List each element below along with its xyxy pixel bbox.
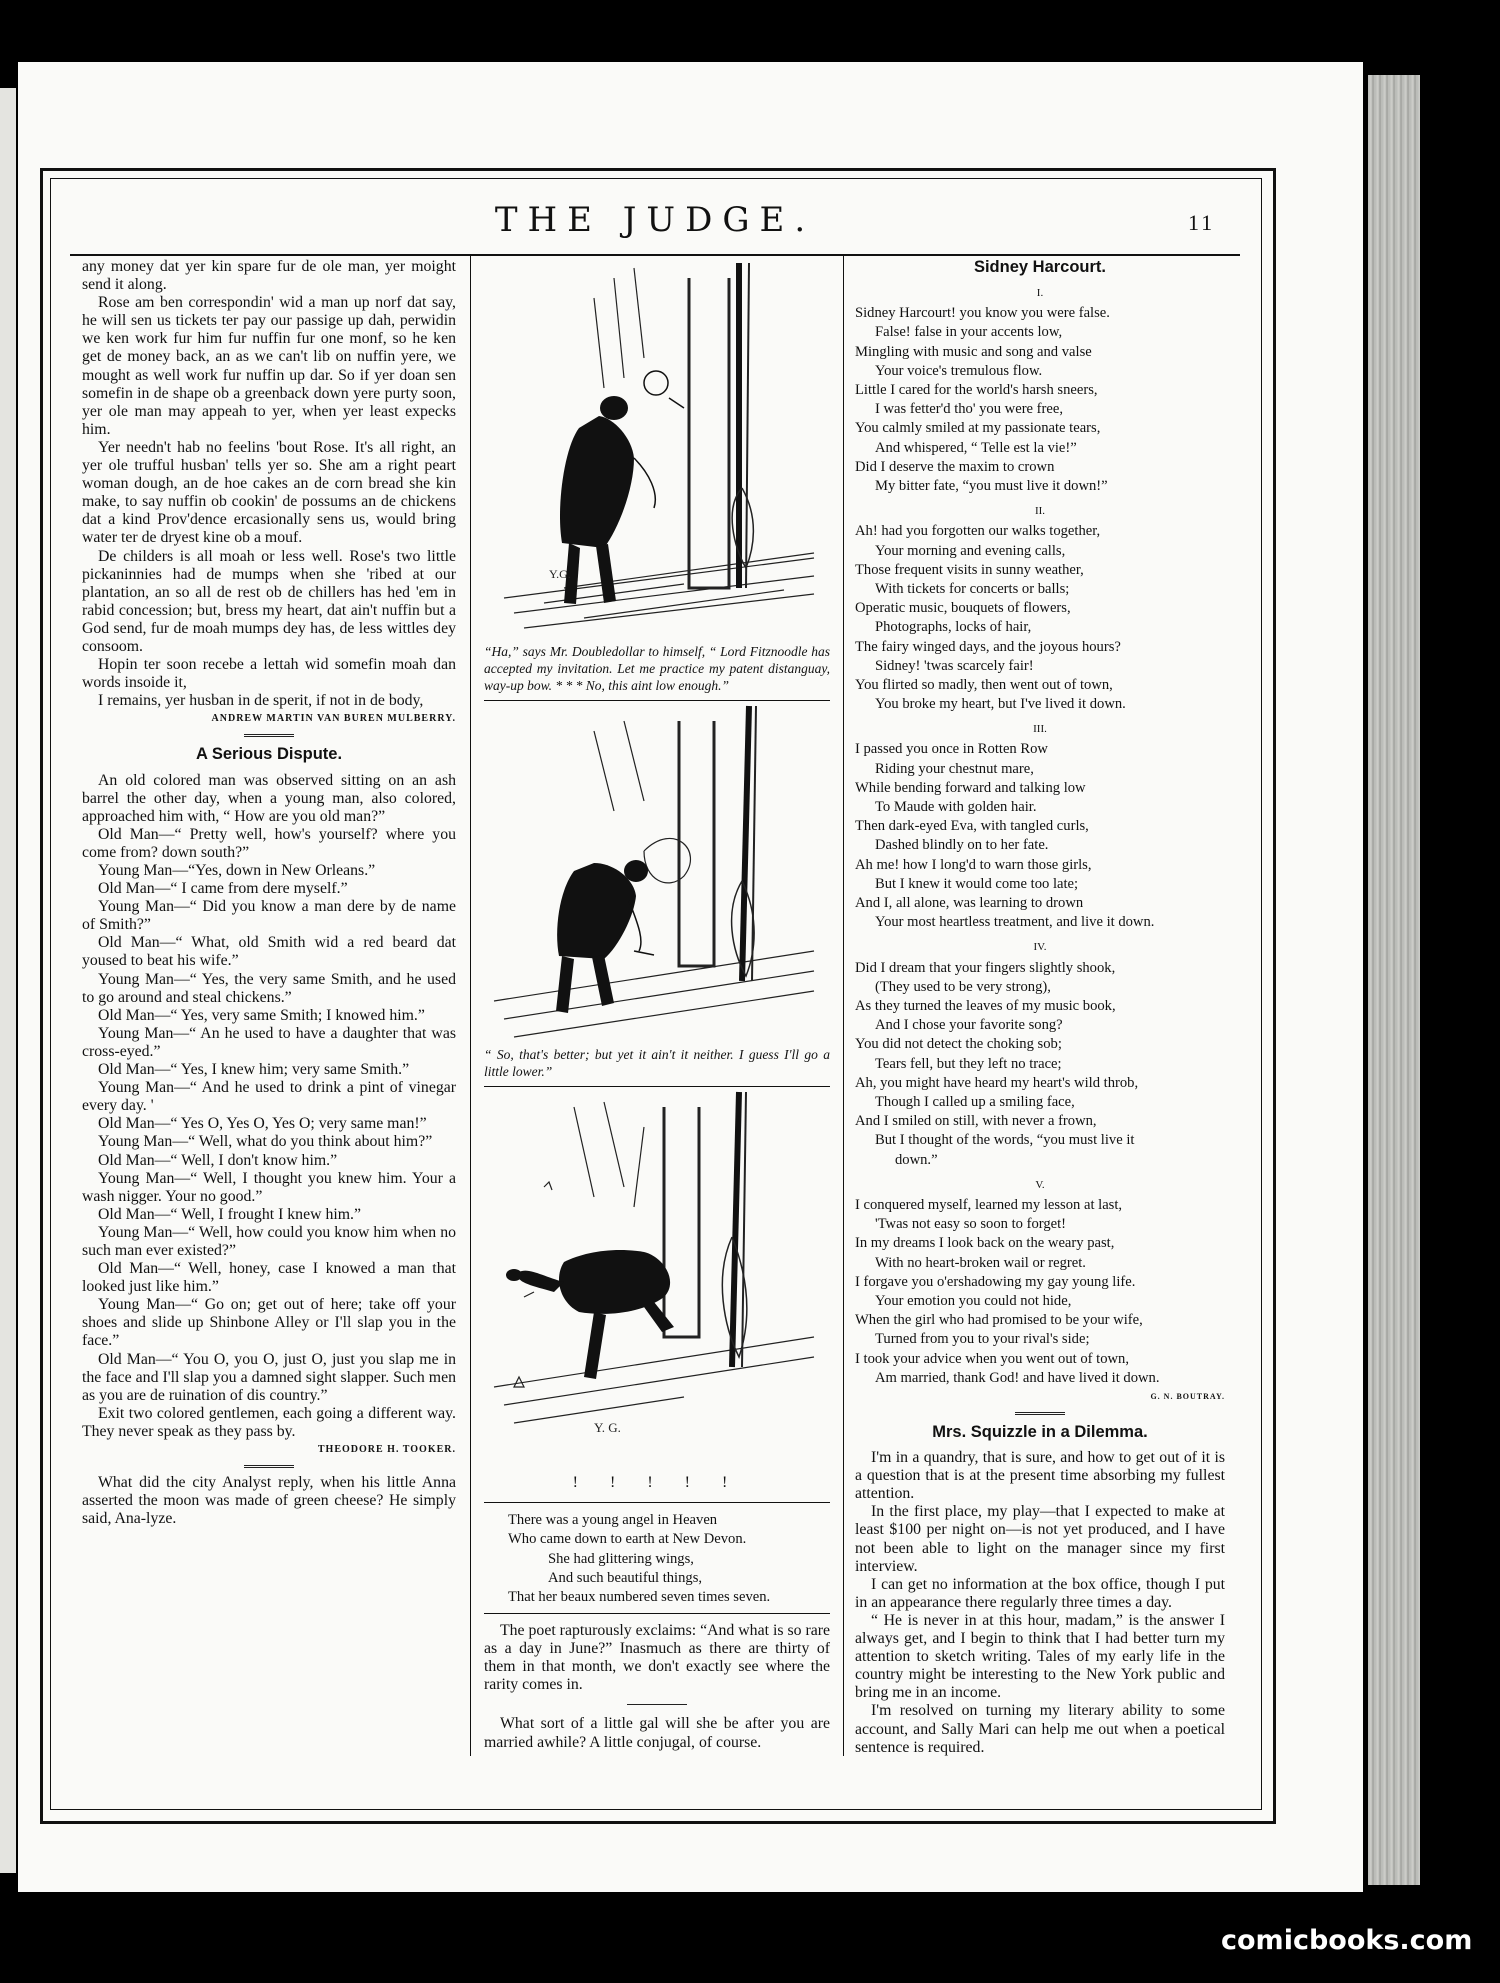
watermark: comicbooks.com [1221,1925,1473,1956]
poem-line: You broke my heart, but I've lived it down. [875,696,1126,713]
dialogue-line: Young Man—“ Did you know a man dere by de name of Smith?” [82,898,456,934]
poem-line: Tears fell, but they left no trace; [875,1055,1062,1072]
poem-line: You flirted so madly, then went out of town, [855,676,1113,693]
squizzle-para: I'm resolved on turning my literary ability to some account, and Sally Mari can help me out when a poetical sentence is required. [855,1702,1225,1756]
poem-line: 'Twas not easy so soon to forget! [875,1216,1067,1233]
poem-line: Sidney Harcourt! you know you were false. [855,305,1110,322]
cartoon-panel-3 [484,1087,830,1472]
cartoon-caption-1: “Ha,” says Mr. Doubledollar to himself, “ Lord Fitznoodle has accepted my invitation. Let me practice my patent distanguay, way-up bow. * * * No, this aint low enough.” [484,644,830,693]
dialogue-line: Young Man—“ Well, how could you know him when no such man ever existed?” [82,1223,456,1259]
poem-line: Those frequent visits in sunny weather, [855,561,1084,578]
letter-para: De childers is all moah or less well. Rose's two little pickaninnies had de mumps when she 'ribed at our plantation, an so all de rest ob de chillers has hed 'em in rabid concession; but, bress my heart, dat ain't nuffin but a God send, fur de moah mumps dey has, de less wittles dey consoom. [82,547,456,655]
dialogue-line: Young Man—“ Go on; get out of here; take off your shoes and slide up Shinbone Alley or I'll slap you in the face.” [82,1296,456,1350]
left-column [82,258,456,1528]
poem-line: And I smiled on still, with never a frown, [855,1113,1097,1130]
cartoon-illustration-bow-2 [484,701,830,1046]
masthead [50,200,1260,250]
dialogue-line: Old Man—“ You O, you O, just O, just you slap me in the face and I'll slap you a damned sight slapper. Such men as you are de ruination of dis country.” [82,1350,456,1404]
poem-line: Ah me! how I long'd to warn those girls, [855,856,1092,873]
cartoon-caption-2: “ So, that's better; but yet it ain't it neither. I guess I'll go a little lower.” [484,1047,830,1079]
limerick-line: She had glittering wings, [548,1550,694,1567]
section-title-mrs-squizzle: Mrs. Squizzle in a Dilemma. [932,1423,1148,1442]
cartoon-illustration-bow-1 [484,258,830,643]
svg-text:Y.G.: Y.G. [549,567,571,581]
dialogue-line: Young Man—“ And he used to drink a pint of vinegar every day. ' [82,1079,456,1115]
dialogue-line: Old Man—“ Pretty well, how's yourself? where you come from? down south?” [82,825,456,861]
poem-line: You did not detect the choking sob; [855,1036,1062,1053]
stanza-number: III. [1033,723,1047,736]
analyst-joke: What did the city Analyst reply, when his little Anna asserted the moon was made of green cheese? He simply said, Ana-lyze. [82,1474,456,1528]
poem-line: Photographs, locks of hair, [875,619,1032,636]
letter-para: Yer needn't hab no feelins 'bout Rose. It's all right, an yer ole trufful husban' tells yer so. She am a right peart woman dough, an de hoe cakes an de corn bread she kin make, to say nuffin ob cookin' de possums an de chickens dat a kind Prov'dence ercasionally sens us, would bring water ter de dryest kine ob a mouf. [82,438,456,547]
cartoon-illustration-bow-3 [484,1087,830,1472]
conjugal-joke: What sort of a little gal will she be after you are married awhile? A little conjugal, of course. [484,1715,830,1751]
squizzle-body [855,1449,1225,1757]
dialogue-line: Exit two colored gentlemen, each going a different way. They never speak as they pass by. [82,1404,456,1440]
letter-signature: ANDREW MARTIN VAN BUREN MULBERRY. [211,713,456,725]
limerick-line: That her beaux numbered seven times seven. [508,1588,771,1605]
poem-line: With no heart-broken wail or regret. [875,1254,1086,1271]
poem-line: (They used to be very strong), [875,978,1051,995]
poem-line: down.” [895,1151,938,1168]
poem-line: I was fetter'd tho' you were free, [875,401,1064,418]
previous-page-edge [0,88,16,1873]
dialogue-line: Old Man—“ What, old Smith wid a red beard dat yoused to beat his wife.” [82,934,456,970]
poem-signature: G. N. BOUTRAY. [1150,1391,1225,1401]
section-divider [244,734,294,739]
poem-line: Did I dream that your fingers slightly shook, [855,959,1116,976]
stanza-number: I. [1036,287,1044,300]
dialogue-line: Old Man—“ Yes O, Yes O, Yes O; very same man!” [98,1115,427,1133]
poem-line: Riding your chestnut mare, [875,760,1034,777]
dialogue-line: Young Man—“Yes, down in New Orleans.” [98,862,376,879]
poem-line: Your voice's tremulous flow. [875,362,1043,379]
poem-line: And whispered, “ Telle est la vie!” [875,439,1077,456]
poem-line: I took your advice when you went out of town, [855,1350,1129,1367]
limerick-line: Who came down to earth at New Devon. [508,1531,747,1548]
letter-para: Hopin ter soon recebe a lettah wid somefin moah dan words insoide it, [82,656,456,692]
cartoon-panel-1 [484,258,830,643]
poem-line: While bending forward and talking low [855,779,1086,796]
dispute-signature: THEODORE H. TOOKER. [317,1444,456,1455]
middle-column [484,258,830,1752]
dialogue-line: Young Man—“ An he used to have a daughter that was cross-eyed.” [82,1024,456,1060]
cartoon-panel-2 [484,701,830,1046]
dialogue-line: Young Man—“ Well, I thought you knew him. Your a wash nigger. Your no good.” [82,1169,456,1205]
dialogue-line: Old Man—“ Well, honey, case I knowed a man that looked just like him.” [82,1260,456,1296]
stanza-number: IV. [1033,941,1047,954]
poem-line: As they turned the leaves of my music book, [855,997,1116,1014]
poem-line: But I knew it would come too late; [875,875,1079,892]
dialogue-line: Old Man—“ Yes, I knew him; very same Smith.” [98,1061,410,1079]
poem-line: The fairy winged days, and the joyous hours? [855,638,1121,655]
poem-line: My bitter fate, “you must live it down!” [875,478,1108,495]
poem-line: And I chose your favorite song? [875,1017,1063,1034]
poem-line: But I thought of the words, “you must live it [875,1132,1135,1149]
poem-line: Ah, you might have heard my heart's wild throb, [855,1074,1139,1091]
book-page-edges [1368,75,1420,1885]
poem-line: Then dark-eyed Eva, with tangled curls, [855,818,1089,835]
limerick-line: There was a young angel in Heaven [508,1512,718,1529]
poem-line: And I, all alone, was learning to drown [855,895,1084,912]
stanza-number: II. [1034,505,1046,518]
dialogue-line: Old Man—“ I came from dere myself.” [98,880,348,898]
poem-line: Your most heartless treatment, and live it down. [875,914,1155,931]
poem-line: When the girl who had promised to be your wife, [855,1312,1143,1329]
section-title-serious-dispute: A Serious Dispute. [195,745,343,764]
poem-line: Ah! had you forgotten our walks together, [855,523,1101,540]
poem-line: Though I called up a smiling face, [875,1093,1075,1110]
squizzle-para: “ He is never in at this hour, madam,” is the answer I always get, and I begin to think that I had better turn my attention to sketch writing. Tales of my early life in the country might be interesting to the New York public and bring me in an income. [855,1611,1225,1702]
poem-line: I conquered myself, learned my lesson at last, [855,1196,1123,1213]
dialogue-line: Young Man—“ Well, what do you think about him?” [98,1133,433,1151]
poem-line: To Maude with golden hair. [875,799,1037,816]
header-rule [70,254,1240,256]
section-divider [627,1704,687,1705]
poem-line: Little I cared for the world's harsh sneers, [855,382,1098,398]
newspaper-title: THE JUDGE. [494,200,816,240]
stanza-number: V. [1035,1178,1045,1191]
limerick-line: And such beautiful things, [548,1569,703,1586]
dialogue-line: Old Man—“ Well, I frought I knew him.” [98,1205,361,1223]
artist-initials: Y. G. [594,1420,621,1435]
panel-rule [484,1613,830,1614]
column-rule-1 [470,256,471,1756]
panel-rule [484,1502,830,1503]
poem-line: Your morning and evening calls, [875,542,1066,559]
letter-para: Rose am ben correspondin' wid a man up norf dat say, he will sen us tickets ter pay our passige up dah, perwidin we ken work fur him fur nuffin fur one monf, so he ken get de money back, an as we can't lib on nuffin yere, we mought as well work fur nuffin up dar. So if yer doan sen somefin in de shape ob a greenback down yere purty soon, yer ole man may appeah to yer, when yer least expecks him. [82,294,456,438]
poem-line: Mingling with music and song and valse [855,343,1092,360]
page-number: 11 [1188,210,1216,235]
poem-line: I forgave you o'ershadowing my gay young life. [855,1273,1136,1290]
squizzle-para: I'm in a quandry, that is sure, and how to get out of it is a question that is at the present time absorbing my fullest attention. [855,1449,1225,1503]
dialogue-line: An old colored man was observed sitting on an ash barrel the other day, when a young man, also colored, approached him with, “ How are you old man?” [82,771,456,825]
section-divider [244,1465,294,1470]
poem-line: Operatic music, bouquets of flowers, [855,600,1071,617]
poem-line: Your emotion you could not hide, [875,1292,1072,1309]
poem-line: False! false in your accents low, [875,324,1063,341]
section-divider [1015,1412,1065,1417]
letter-para: I remains, yer husban in de sperit, if not in de body, [98,692,424,710]
squizzle-para: I can get no information at the box office, though I put in an appearance there regularly three times a day. [855,1575,1225,1611]
limerick [508,1511,830,1607]
poem-line: You calmly smiled at my passionate tears, [855,420,1101,437]
column-rule-2 [843,256,844,1756]
poem-line: I passed you once in Rotten Row [855,741,1048,758]
poem-line: Am married, thank God! and have lived it down. [875,1369,1160,1386]
poem-title-sidney-harcourt: Sidney Harcourt. [973,258,1107,276]
exclamation-marks: ! ! ! ! ! [572,1474,742,1491]
dialogue-line: Old Man—“ Yes, very same Smith; I knowed him.” [98,1006,425,1024]
poem-line: Sidney! 'twas scarcely fair! [875,657,1034,674]
squizzle-para: In the first place, my play—that I expected to make at least $100 per night on—is not yet produced, and I have not been able to light on the manager since my first interview. [855,1503,1225,1575]
poet-joke: The poet rapturously exclaims: “And what is so rare as a day in June?” Inasmuch as there are thirty of them in that month, we don't exactly see where the rarity comes in. [484,1622,830,1694]
dialogue-line: Young Man—“ Yes, the very same Smith, and he used to go around and steal chickens.” [82,970,456,1006]
poem-line: In my dreams I look back on the weary past, [855,1235,1115,1252]
right-column [855,258,1225,1757]
poem-line: With tickets for concerts or balls; [875,580,1070,597]
dialogue-line: Old Man—“ Well, I don't know him.” [98,1151,338,1169]
sidney-harcourt-poem [855,284,1225,1388]
poem-line: Turned from you to your rival's side; [875,1331,1090,1348]
poem-line: Dashed blindly on to her fate. [875,837,1049,854]
poem-line: Did I deserve the maxim to crown [855,458,1055,475]
dispute-body [82,772,456,1441]
letter-para: any money dat yer kin spare fur de ole man, yer moight send it along. [82,258,456,294]
